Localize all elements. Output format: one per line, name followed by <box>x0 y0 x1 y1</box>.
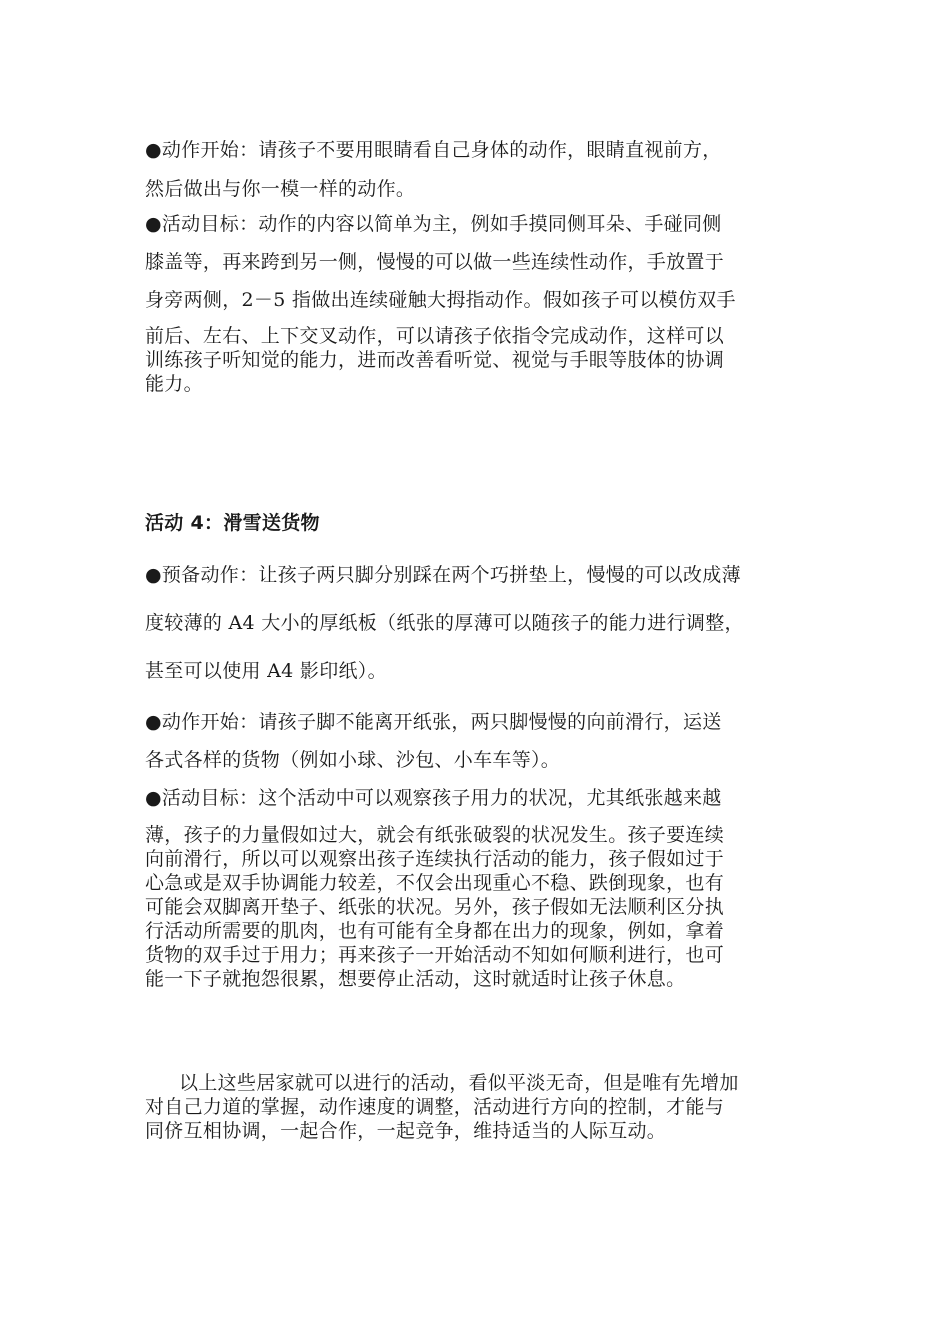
text-line: ●预备动作：让孩子两只脚分别踩在两个巧拼垫上，慢慢的可以改成薄 <box>145 564 741 586</box>
prep-action-paragraph <box>145 551 810 695</box>
text-line: ●活动目标：这个活动中可以观察孩子用力的状况，尤其纸张越来越 <box>145 787 722 809</box>
text-line: 可能会双脚离开垫子、纸张的状况。另外，孩子假如无法顺利区分执 <box>145 896 725 918</box>
text-line: 各式各样的货物（例如小球、沙包、小车车等）。 <box>145 749 561 771</box>
text-line: 货物的双手过于用力；再来孩子一开始活动不知如何顺利进行，也可 <box>145 944 725 966</box>
text-line: 甚至可以使用 A4 影印纸）。 <box>145 660 387 682</box>
activity-goal-paragraph-continued <box>145 324 810 396</box>
text-line: 身旁两侧，2－5 指做出连续碰触大拇指动作。假如孩子可以模仿双手 <box>145 289 736 311</box>
text-line: 膝盖等，再来跨到另一侧，慢慢的可以做一些连续性动作，手放置于 <box>145 251 725 273</box>
action-start-paragraph <box>145 131 810 208</box>
text-line: 能力。 <box>145 373 203 395</box>
text-line: 然后做出与你一模一样的动作。 <box>145 177 416 200</box>
text-line: 度较薄的 A4 大小的厚纸板（纸张的厚薄可以随孩子的能力进行调整， <box>145 612 744 634</box>
text-line: ●动作开始：请孩子不要用眼睛看自己身体的动作，眼睛直视前方， <box>145 139 722 161</box>
text-line: ●动作开始：请孩子脚不能离开纸张，两只脚慢慢的向前滑行，运送 <box>145 711 722 733</box>
text-line: 前后、左右、上下交叉动作，可以请孩子依指令完成动作，这样可以 <box>145 325 725 347</box>
activity-goal-paragraph <box>145 205 810 319</box>
activity-goal-paragraph-2 <box>145 823 810 991</box>
action-start-paragraph-2 <box>145 703 810 817</box>
text-line: 训练孩子听知觉的能力，进而改善看听觉、视觉与手眼等肢体的协调 <box>145 349 725 371</box>
text-line: 同侪互相协调，一起合作，一起竞争，维持适当的人际互动。 <box>145 1120 667 1142</box>
text-line: 薄，孩子的力量假如过大，就会有纸张破裂的状况发生。孩子要连续 <box>145 824 725 846</box>
activity-4-heading: 活动 4：滑雪送货物 <box>145 512 320 534</box>
conclusion-paragraph <box>145 1071 810 1143</box>
text-line: 行活动所需要的肌肉，也有可能有全身都在出力的现象，例如，拿着 <box>145 920 725 942</box>
text-line: ●活动目标：动作的内容以简单为主，例如手摸同侧耳朵、手碰同侧 <box>145 213 722 235</box>
text-line: 向前滑行，所以可以观察出孩子连续执行活动的能力，孩子假如过于 <box>145 848 725 870</box>
text-line: 对自己力道的掌握，动作速度的调整，活动进行方向的控制，才能与 <box>145 1096 725 1118</box>
text-line: 以上这些居家就可以进行的活动，看似平淡无奇，但是唯有先增加 <box>179 1072 739 1094</box>
text-line: 能一下子就抱怨很累，想要停止活动，这时就适时让孩子休息。 <box>145 968 686 990</box>
text-line: 心急或是双手协调能力较差，不仅会出现重心不稳、跌倒现象，也有 <box>145 872 725 894</box>
